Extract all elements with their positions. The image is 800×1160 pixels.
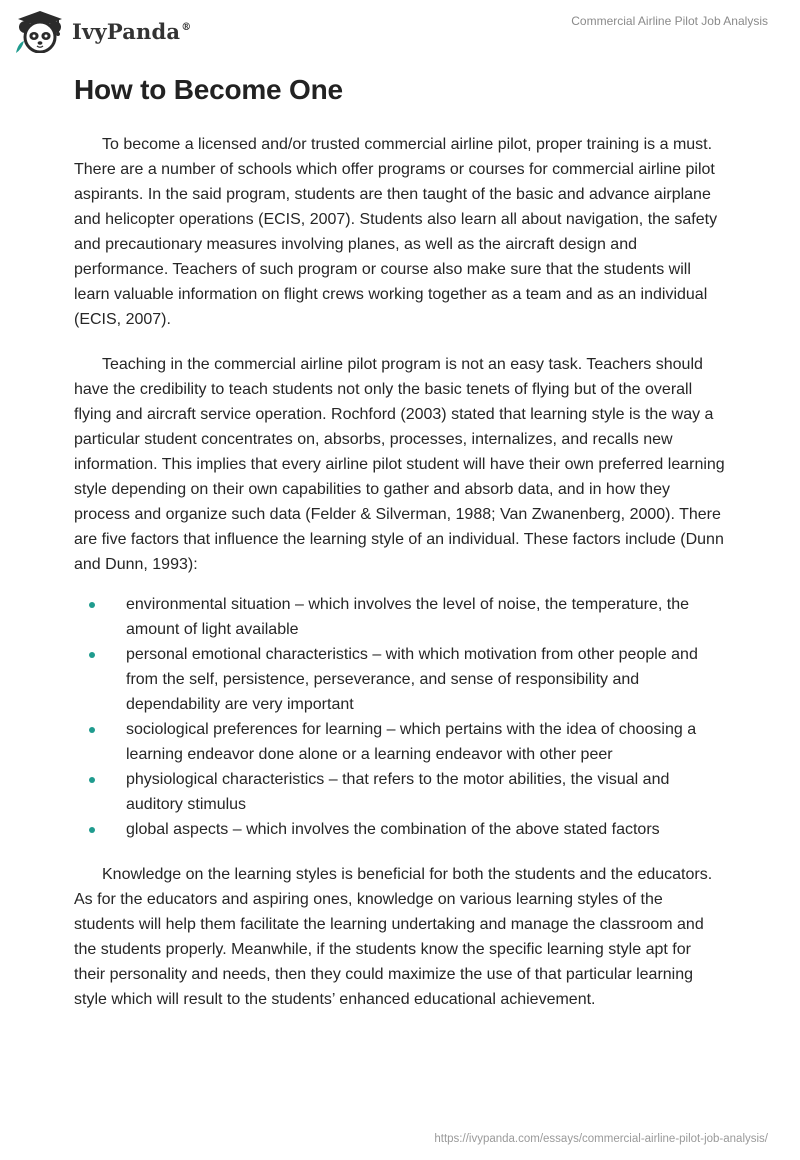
list-item — [74, 767, 726, 817]
section-heading: How to Become One — [74, 74, 343, 105]
paragraph-teaching: Teaching in the commercial airline pilot program is not an easy task. Teachers should have the credibility to teach students not only the basic tenets of flying but of the overall flying and aircraft service operation. Rochford (2003) stated that learning style is the way a particular student concentrates on, absorbs, processes, internalizes, and recalls new information. This implies that every airline pilot student will have their own preferred learning style depending on their own capabilities to gather and absorb data, and in how they process and organize such data (Felder & Silverman, 1988; Van Zwanenberg, 2000). There are five factors that influence the learning style of an individual. These factors include (Dunn and Dunn, 1993): — [74, 356, 725, 573]
list-item-text: physiological characteristics – that refers to the motor abilities, the visual and auditory stimulus — [126, 771, 670, 813]
list-item-text: sociological preferences for learning – which pertains with the idea of choosing a learning endeavor done alone or a learning endeavor with other peer — [126, 721, 697, 763]
registered-mark: ® — [181, 21, 192, 33]
bullet-icon — [89, 602, 95, 608]
list-item — [74, 592, 726, 642]
bullet-icon — [89, 827, 95, 833]
list-item-text: global aspects – which involves the combination of the above stated factors — [126, 821, 660, 838]
list-item-text: personal emotional characteristics – with which motivation from other people and from the self, persistence, perseverance, and sense of responsibility and dependability are very important — [126, 646, 698, 713]
bullet-icon — [89, 652, 95, 658]
list-item — [74, 642, 726, 717]
article-body — [74, 132, 726, 1032]
brand-logo[interactable] — [14, 8, 191, 54]
panda-logo-icon — [14, 9, 66, 53]
factors-list — [74, 592, 726, 842]
bullet-icon — [89, 727, 95, 733]
paragraph-training: To become a licensed and/or trusted commercial airline pilot, proper training is a must. There are a number of schools which offer programs or courses for commercial airline pilot aspirants. In the said program, students are then taught of the basic and advance airplane and helicopter operations (ECIS, 2007). Students also learn all about navigation, the safety and precautionary measures involving planes, as well as the aircraft design and performance. Teachers of such program or course also make sure that the students will learn valuable information on flight crews working together as a team and as an individual (ECIS, 2007). — [74, 136, 718, 328]
list-item — [74, 717, 726, 767]
brand-name — [72, 19, 191, 44]
list-item — [74, 817, 726, 842]
document-title: Commercial Airline Pilot Job Analysis — [571, 14, 768, 28]
list-item-text: environmental situation – which involves the level of noise, the temperature, the amount of light available — [126, 596, 689, 638]
brand-name-text: IvyPanda — [72, 18, 181, 44]
bullet-icon — [89, 777, 95, 783]
page-header — [0, 0, 800, 70]
source-url-link[interactable]: https://ivypanda.com/essays/commercial-airline-pilot-job-analysis/ — [434, 1133, 768, 1145]
paragraph-knowledge: Knowledge on the learning styles is beneficial for both the students and the educators. As for the educators and aspiring ones, knowledge on various learning styles of the students will help them facilitate the learning undertaking and manage the classroom and the students properly. Meanwhile, if the students know the specific learning style apt for their personality and needs, then they could maximize the use of that particular learning style which will result to the students’ enhanced educational achievement. — [74, 866, 713, 1008]
